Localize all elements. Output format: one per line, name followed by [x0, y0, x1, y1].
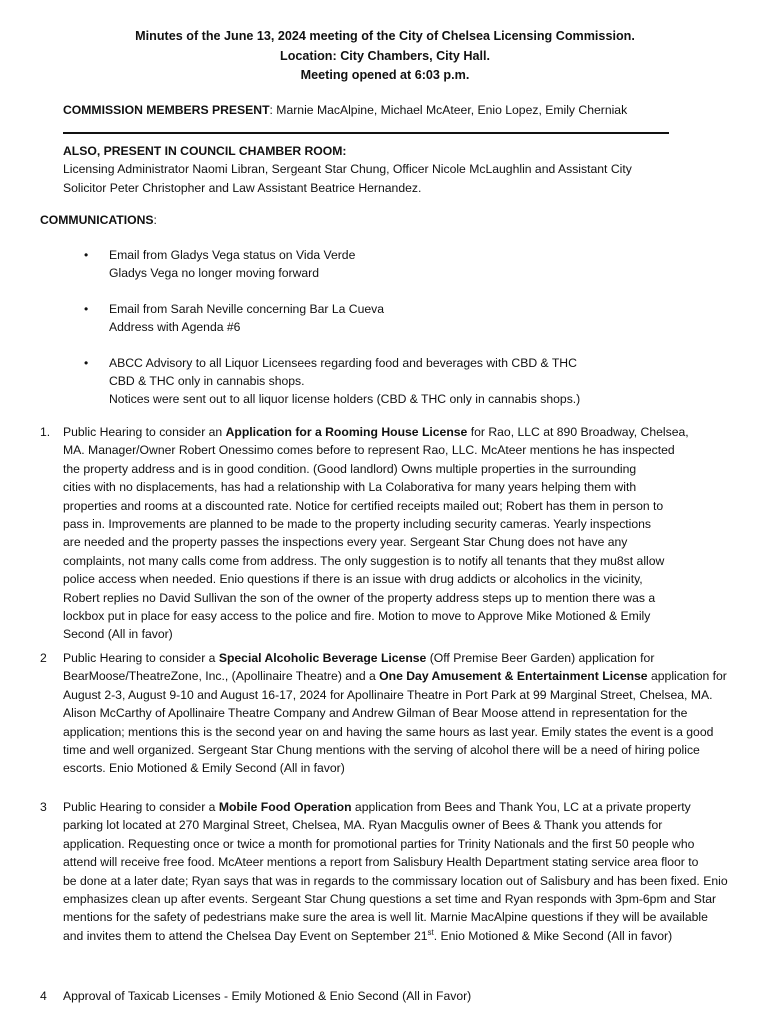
- also-present: [63, 142, 703, 197]
- header-location: Location: City Chambers, City Hall.: [280, 48, 490, 63]
- agenda-item-2: 2 Public Hearing to consider a Special Alcoholic Beverage License (Off Premise Beer Garden) application for BearMoose/TheatreZone, Inc., (Apollinaire Theatre) and a One Day Amusement & Entertainment License application for August 2-3, August 9-10 and August 16-17, 2024 for Apollinaire Theatre in Port Park at 99 Marginal Street, Chelsea, MA. Alison McCarthy of Apollinaire Theatre Company and Andrew Gilman of Bear Moose attend in representation for the application; mentions this is the second year on and having the same hours as last year. Emily states the event is a good time and well organized. Sergeant Star Chung mentions with the serving of alcohol there will be a need of hiring police escorts. Enio Motioned & Emily Second (All in favor): [40, 651, 727, 776]
- list-item: • Email from Gladys Vega status on Vida Verde Gladys Vega no longer moving forward: [84, 248, 356, 281]
- license-type: Application for a Rooming House License: [225, 425, 468, 439]
- bullet-icon: •: [84, 355, 89, 370]
- also-present-label: ALSO, PRESENT IN COUNCIL CHAMBER ROOM:: [63, 144, 347, 158]
- agenda-item-4: 4 Approval of Taxicab Licenses - Emily Motioned & Enio Second (All in Favor): [40, 987, 752, 1005]
- also-present-line-2: Solicitor Peter Christopher and Law Assistant Beatrice Hernandez.: [63, 180, 422, 195]
- item-number: 2: [40, 651, 47, 665]
- agenda-item-3: 3 Public Hearing to consider a Mobile Food Operation application from Bees and Thank You, LC at a private property parking lot located at 270 Marginal Street, Chelsea, MA. Ryan Macgulis owner of Bees & Thank you attends for application. Requesting once or twice a month for promotional parties for Trinity Nationals and the first 50 people who attend will receive free food. McAteer mentions a report from Salisbury Health Department stating service area floor to be done at a later date; Ryan says that was in regards to the commissary location out of Salisbury and has been fixed. Enio emphasizes clean up after events. Sergeant Star Chung questions a set time and Ryan responds with 3pm-6pm and Star mentions for the safety of pedestrians make sure the area is well lit. Marnie MacAlpine questions if they will be available and invites them to attend the Chelsea Day Event on September 21st. Enio Motioned & Mike Second (All in favor): [40, 800, 728, 943]
- agenda-item-1: 1. Public Hearing to consider an Application for a Rooming House License for Rao, LLC at 890 Broadway, Chelsea, MA. Manager/Owner Robert Onessimo comes before to represent Rao, LLC. McAteer mentions he has inspected the property address and is in good condition. (Good landlord) Owns multiple properties in the surrounding cities with no displacements, has had a relationship with La Colaborativa for many years helping them with properties and rooms at a discounted rate. Notice for certified receipts mailed out; Robert has them in person to pass in. Improvements are planned to be made to the property including security cameras. Yearly inspections are needed and the property passes the inspections every year. Sergeant Star Chung does not have any complaints, not many calls come from address. The only suggestion is to notify all tenants that they mu8st allow police access when needed. Enio questions if there is an issue with drug addicts or alcoholics in the vicinity, Robert replies no David Sullivan the son of the owner of the property address steps up to mention there was a lockbox put in place for easy access to the police and fire. Motion to move to Approve Mike Motioned & Emily Second (All in favor): [40, 425, 689, 642]
- divider-line: [63, 132, 669, 134]
- members-label: COMMISSION MEMBERS PRESENT: [63, 103, 270, 117]
- commission-members: [63, 101, 743, 119]
- members-list: : Marnie MacAlpine, Michael McAteer, Enio Lopez, Emily Cherniak: [269, 103, 628, 117]
- communications-list: [84, 246, 744, 426]
- license-type: One Day Amusement & Entertainment License: [379, 669, 648, 684]
- license-type: Special Alcoholic Beverage License: [218, 651, 427, 665]
- communications-heading: COMMUNICATIONS:: [40, 213, 157, 227]
- bullet-icon: •: [84, 301, 89, 316]
- list-item: • Email from Sarah Neville concerning Bar La Cueva Address with Agenda #6: [84, 301, 385, 335]
- item-number: 4: [40, 989, 47, 1003]
- license-type: Mobile Food Operation: [218, 800, 352, 814]
- header-opened: Meeting opened at 6:03 p.m.: [300, 68, 470, 82]
- document-header: [0, 27, 770, 86]
- communications-label: COMMUNICATIONS: [40, 213, 154, 227]
- bullet-icon: •: [84, 248, 89, 262]
- item-number: 3: [40, 800, 47, 814]
- list-item: • ABCC Advisory to all Liquor Licensees regarding food and beverages with CBD & THC CBD & THC only in cannabis shops. Notices were sent out to all liquor license holders (CBD & THC only in cannabis shops.): [84, 355, 581, 407]
- header-title: Minutes of the June 13, 2024 meeting of the City of Chelsea Licensing Commission.: [135, 29, 635, 43]
- item-number: 1.: [40, 425, 51, 439]
- also-present-line-1: Licensing Administrator Naomi Libran, Sergeant Star Chung, Officer Nicole McLaughlin and Assistant City: [63, 162, 632, 177]
